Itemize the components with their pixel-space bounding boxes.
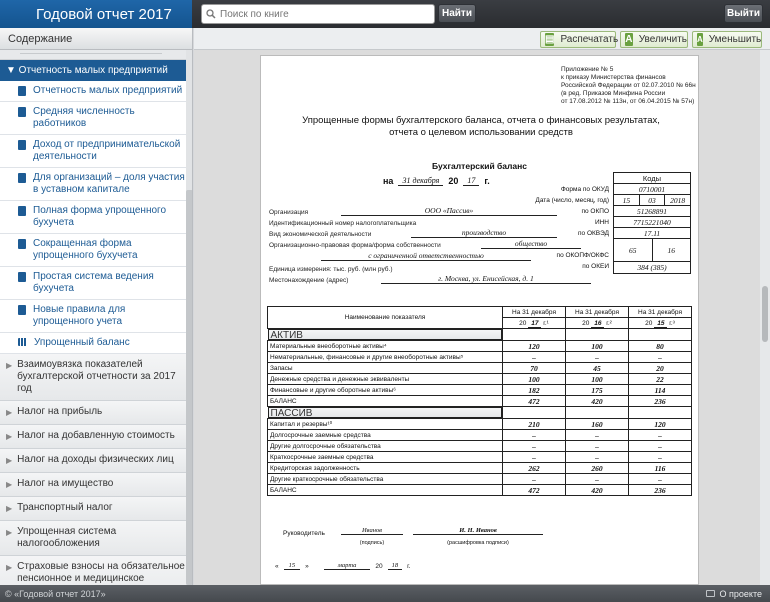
row-value: 100 bbox=[566, 341, 629, 352]
okved-label: по ОКВЭД bbox=[578, 230, 609, 237]
address-label: Местонахождение (адрес) bbox=[269, 277, 349, 284]
row-value: 262 bbox=[503, 463, 566, 474]
row-value: 120 bbox=[629, 419, 692, 430]
viewer-toolbar bbox=[194, 28, 770, 50]
row-label: БАЛАНС bbox=[268, 396, 503, 407]
row-label: Кредиторская задолженность bbox=[268, 463, 503, 474]
sidebar-subitem[interactable] bbox=[0, 300, 192, 333]
row-value: – bbox=[566, 441, 629, 452]
document-icon bbox=[18, 140, 26, 150]
copyright: © «Годовой отчет 2017» bbox=[5, 588, 106, 599]
document-note: Приложение № 5 к приказу Министерства финансов Российской Федерации от 02.07.2010 № 66н (в ред. Приказов Минфина России от 17.08.2012 № 113н, от 06.04.2015 № 57н) bbox=[561, 66, 696, 105]
row-value: 160 bbox=[566, 419, 629, 430]
row-value: – bbox=[503, 352, 566, 363]
row-value: 182 bbox=[503, 385, 566, 396]
opf-label: Организационно-правовая форма/форма собственности bbox=[269, 242, 441, 249]
chevron-right-icon: ▶ bbox=[6, 504, 13, 513]
sidebar-section-label: Транспортный налог bbox=[17, 502, 113, 513]
row-value: 20 bbox=[629, 363, 692, 374]
zoom-out-label: Уменьшить bbox=[708, 34, 762, 45]
okei-label: по ОКЕИ bbox=[582, 263, 609, 270]
sidebar-subitem-label: Простая система ведения бухучета bbox=[33, 271, 154, 294]
sidebar-subitem[interactable] bbox=[0, 333, 192, 354]
table-row bbox=[268, 441, 692, 452]
sidebar-subitem[interactable] bbox=[0, 102, 192, 135]
row-value: 116 bbox=[629, 463, 692, 474]
app-title: Годовой отчет 2017 bbox=[0, 0, 192, 28]
row-value: 420 bbox=[566, 485, 629, 496]
row-value: – bbox=[503, 441, 566, 452]
row-label: Запасы bbox=[268, 363, 503, 374]
activity-label: Вид экономической деятельности bbox=[269, 231, 372, 238]
codes-table: Коды 0710001 15 03 2018 51268891 7715221040 17.11 65 16 384 (385) bbox=[613, 172, 691, 274]
sidebar bbox=[0, 28, 193, 585]
keyboard-icon bbox=[706, 590, 715, 597]
row-value: 472 bbox=[503, 485, 566, 496]
search-box[interactable] bbox=[201, 4, 435, 24]
sidebar-subitem-label: Новые правила для упрощенного учета bbox=[33, 304, 126, 327]
address-value: г. Москва, ул. Енисейская, д. 1 bbox=[381, 274, 591, 284]
row-value: – bbox=[503, 430, 566, 441]
head-label: Руководитель bbox=[283, 530, 325, 537]
row-value: – bbox=[503, 474, 566, 485]
document-viewer[interactable] bbox=[194, 50, 770, 585]
row-value: 120 bbox=[503, 341, 566, 352]
row-value: 80 bbox=[629, 341, 692, 352]
row-label: Финансовые и другие оборотные активы⁶ bbox=[268, 385, 503, 396]
row-value: 114 bbox=[629, 385, 692, 396]
table-row bbox=[268, 385, 692, 396]
zoom-in-label: Увеличить bbox=[638, 34, 687, 45]
printer-icon: ▤ bbox=[545, 34, 555, 45]
row-value: – bbox=[566, 452, 629, 463]
balance-section-title: ПАССИВ bbox=[268, 407, 503, 418]
inn-label: ИНН bbox=[594, 219, 609, 226]
row-label: Материальные внеоборотные активы⁴ bbox=[268, 341, 503, 352]
print-button[interactable] bbox=[540, 31, 619, 48]
chevron-right-icon: ▶ bbox=[6, 361, 13, 370]
row-value: 175 bbox=[566, 385, 629, 396]
row-label: Краткосрочные заемные средства bbox=[268, 452, 503, 463]
table-row bbox=[268, 363, 692, 374]
document-icon bbox=[18, 239, 26, 249]
head-sign-caption: (подпись) bbox=[359, 540, 385, 546]
row-label: Другие краткосрочные обязательства bbox=[268, 474, 503, 485]
row-label: Другие долгосрочные обязательства bbox=[268, 441, 503, 452]
document-icon bbox=[18, 305, 26, 315]
document-subtitle: Бухгалтерский баланс bbox=[431, 161, 528, 171]
table-row bbox=[268, 396, 692, 407]
document-scroll-thumb[interactable] bbox=[762, 286, 768, 342]
sidebar-subitem-label: Отчетность малых предприятий bbox=[33, 85, 183, 96]
table-row bbox=[268, 474, 692, 485]
sidebar-section[interactable] bbox=[0, 556, 192, 585]
exit-button[interactable]: Выйти bbox=[724, 4, 763, 23]
print-label: Распечатать bbox=[560, 34, 619, 45]
sidebar-subitem[interactable] bbox=[0, 81, 192, 102]
search-icon bbox=[206, 9, 216, 19]
row-value: 472 bbox=[503, 396, 566, 407]
sidebar-subitem[interactable] bbox=[0, 234, 192, 267]
row-value: – bbox=[566, 430, 629, 441]
opf-value-2: с ограниченной ответственностью bbox=[321, 251, 531, 261]
row-label: Долгосрочные заемные средства bbox=[268, 430, 503, 441]
table-row bbox=[268, 352, 692, 363]
document-icon bbox=[18, 272, 26, 282]
sidebar-section[interactable] bbox=[0, 354, 192, 401]
zoom-in-icon: A bbox=[625, 34, 633, 45]
opf-value-1: общество bbox=[481, 239, 581, 249]
sidebar-subitem[interactable] bbox=[0, 267, 192, 300]
unit-label: Единица измерения: тыс. руб. (млн руб.) bbox=[269, 266, 393, 273]
row-value: – bbox=[503, 452, 566, 463]
sidebar-section-label: Налог на добавленную стоимость bbox=[17, 430, 175, 441]
table-row bbox=[268, 430, 692, 441]
chevron-right-icon: ▶ bbox=[6, 456, 13, 465]
row-value: 100 bbox=[503, 374, 566, 385]
row-label: Денежные средства и денежные эквиваленты bbox=[268, 374, 503, 385]
row-value: 420 bbox=[566, 396, 629, 407]
row-value: – bbox=[629, 452, 692, 463]
sidebar-subitem-label: Упрощенный баланс bbox=[34, 337, 130, 348]
row-value: 100 bbox=[566, 374, 629, 385]
zoom-in-button[interactable] bbox=[620, 31, 688, 48]
row-value: – bbox=[566, 352, 629, 363]
okpo-label: по ОКПО bbox=[581, 208, 609, 215]
sidebar-subitem-label: Для организаций – доля участия в уставном капитале bbox=[33, 172, 185, 195]
document-icon bbox=[18, 206, 26, 216]
sidebar-scroll-thumb[interactable] bbox=[186, 190, 193, 585]
sidebar-subitem-label: Средняя численность работников bbox=[33, 106, 135, 129]
sidebar-section[interactable] bbox=[0, 497, 192, 521]
row-value: 236 bbox=[629, 485, 692, 496]
document-title: Упрощенные формы бухгалтерского баланса, отчета о финансовых результатах, отчета о целевом использовании средств bbox=[302, 115, 660, 138]
sidebar-section-label: Налог на имущество bbox=[17, 478, 114, 489]
org-value: ООО «Пассив» bbox=[341, 206, 557, 216]
sidebar-section-active[interactable]: ▼ Отчетность малых предприятий bbox=[0, 60, 192, 81]
balance-section-title: АКТИВ bbox=[268, 329, 503, 340]
sidebar-section-label: Страховые взносы на обязательное пенсионное и медицинское bbox=[17, 561, 185, 584]
sidebar-section-label: Налог на доходы физических лиц bbox=[17, 454, 174, 465]
inn-row-label: Идентификационный номер налогоплательщика bbox=[269, 220, 417, 227]
chevron-right-icon: ▶ bbox=[6, 563, 13, 572]
table-row bbox=[268, 374, 692, 385]
balance-table: Наименование показателя На 31 декабря На 31 декабря На 31 декабря 20 17 г.¹ 20 16 г.² 20 15 г.³ АКТИВ Материальные внеоборотные активы⁴ 120 100 80 Нематериальные, финансовые и другие внеоборотные активы⁵ – – – Запасы 70 45 20 Денежные средства и денежные эквиваленты 100 100 22 Финансовые и другие оборотные активы⁶ 182 175 114 БАЛАНС 472 420 236 ПАССИВ Капитал и резервы¹⁰ 210 160 120 Долгосрочные заемные средства – – – Другие долгосрочные обязательства – – – Краткосрочные заемные средства – – – Кредиторская задолженность 262 260 116 Другие краткосрочные обязательства – – – БАЛАНС 472 420 236 bbox=[267, 306, 692, 496]
row-value: 210 bbox=[503, 419, 566, 430]
search-button[interactable]: Найти bbox=[438, 4, 476, 23]
chevron-right-icon: ▶ bbox=[6, 480, 13, 489]
head-name: И. Н. Иванов bbox=[413, 527, 543, 535]
sidebar-subitem-label: Полная форма упрощенного бухучета bbox=[33, 205, 167, 228]
sidebar-section[interactable] bbox=[0, 401, 192, 425]
chevron-right-icon: ▶ bbox=[6, 408, 13, 417]
row-value: 260 bbox=[566, 463, 629, 474]
org-label: Организация bbox=[269, 209, 309, 216]
sidebar-subitem-label: Сокращенная форма упрощенного бухучета bbox=[33, 238, 138, 261]
row-value: – bbox=[629, 430, 692, 441]
sidebar-subitem[interactable] bbox=[0, 201, 192, 234]
document-icon bbox=[18, 107, 26, 117]
sidebar-subitem[interactable] bbox=[0, 135, 192, 168]
activity-value: производство bbox=[411, 228, 557, 238]
sidebar-section[interactable] bbox=[0, 521, 192, 556]
table-row bbox=[268, 419, 692, 430]
table-row bbox=[268, 452, 692, 463]
row-value: 236 bbox=[629, 396, 692, 407]
row-value: – bbox=[566, 474, 629, 485]
row-label: БАЛАНС bbox=[268, 485, 503, 496]
row-value: 70 bbox=[503, 363, 566, 374]
search-input[interactable] bbox=[220, 9, 420, 20]
sidebar-subitem[interactable] bbox=[0, 168, 192, 201]
report-date: на 31 декабря 20 17 г. bbox=[383, 176, 490, 186]
sidebar-section[interactable] bbox=[0, 473, 192, 497]
row-value: – bbox=[629, 441, 692, 452]
chevron-right-icon: ▶ bbox=[6, 432, 13, 441]
sidebar-title: Содержание bbox=[0, 28, 192, 50]
sign-date: « 15 » марта 20 18 г. bbox=[275, 562, 411, 570]
okud-label: Форма по ОКУД bbox=[560, 186, 609, 193]
row-value: – bbox=[629, 352, 692, 363]
okopf-label: по ОКОПФ/ОКФС bbox=[556, 252, 609, 259]
chevron-right-icon: ▶ bbox=[6, 528, 13, 537]
row-value: – bbox=[629, 474, 692, 485]
table-row bbox=[268, 485, 692, 496]
row-value: 45 bbox=[566, 363, 629, 374]
sidebar-section-label: Упрощенная система налогообложения bbox=[17, 526, 117, 549]
document-icon bbox=[18, 86, 26, 96]
table-icon bbox=[18, 338, 27, 346]
document-page bbox=[260, 55, 699, 585]
row-label: Капитал и резервы¹⁰ bbox=[268, 419, 503, 430]
sidebar-subitem-label: Доход от предпринимательской деятельности bbox=[33, 139, 181, 162]
zoom-out-button[interactable] bbox=[692, 31, 762, 48]
row-label: Нематериальные, финансовые и другие внеоборотные активы⁵ bbox=[268, 352, 503, 363]
zoom-out-icon: A bbox=[697, 35, 703, 44]
document-icon bbox=[18, 173, 26, 183]
sidebar-section[interactable] bbox=[0, 449, 192, 473]
table-row bbox=[268, 463, 692, 474]
about-label: О проекте bbox=[719, 588, 762, 599]
about-link[interactable] bbox=[706, 589, 762, 599]
sidebar-section-label: Налог на прибыль bbox=[17, 406, 103, 417]
date-label: Дата (число, месяц, год) bbox=[535, 197, 609, 204]
sidebar-partial-item[interactable] bbox=[0, 50, 192, 60]
head-name-caption: (расшифровка подписи) bbox=[447, 540, 509, 546]
sidebar-section[interactable] bbox=[0, 425, 192, 449]
head-signature: Иванов bbox=[341, 527, 403, 535]
table-row bbox=[268, 341, 692, 352]
row-value: 22 bbox=[629, 374, 692, 385]
footer bbox=[0, 585, 770, 602]
sidebar-section-label: Взаимоувязка показателей бухгалтерской отчетности за 2017 год bbox=[17, 359, 176, 394]
